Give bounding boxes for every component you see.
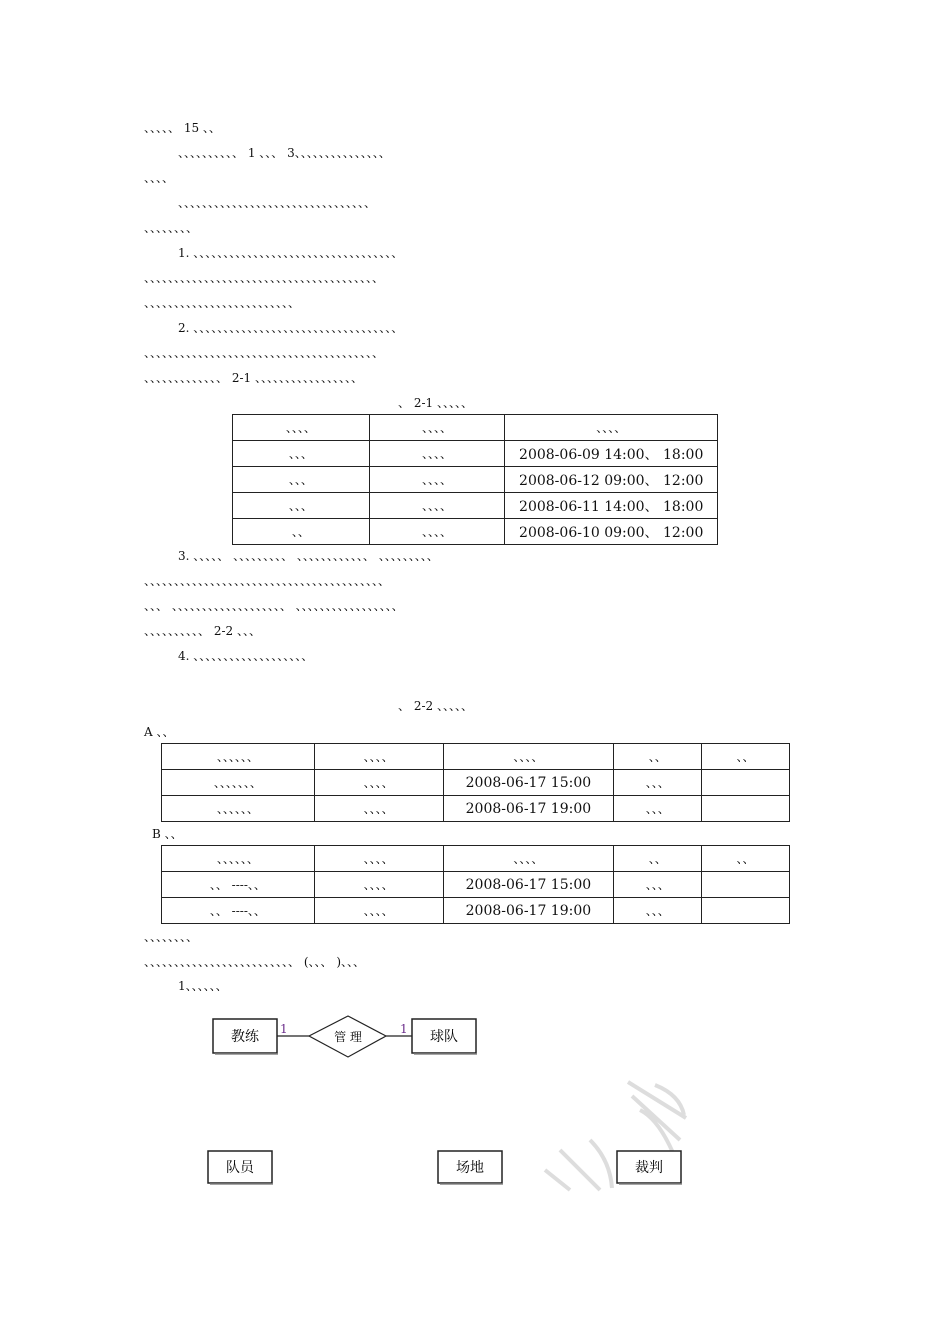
table-cell: 、、、、 bbox=[369, 519, 505, 545]
table-cell: 2008-06-09 14:00、 18:00 bbox=[505, 441, 718, 467]
table-cell: 2008-06-17 19:00 bbox=[443, 898, 614, 924]
table-cell: 、、、、 bbox=[314, 898, 443, 924]
text-line: 、、、、、、、、、、、、、、、、、、、、、、、、、、、、、、、、、、、、、、、、 bbox=[144, 574, 391, 588]
text-line: 、、、、、、、、、、 2-2 、、、 bbox=[144, 624, 261, 638]
header-cell: 、、、、 bbox=[314, 744, 443, 770]
text-line: 、、、、、、、、 bbox=[144, 221, 199, 235]
text-line: 4. 、、、、、、、、、、、、、、、、、、、 bbox=[178, 649, 314, 663]
entity-venue-label: 场地 bbox=[456, 1160, 484, 1176]
text-line: 、、、、、、、、、、、、、、、、、、、、、、、、、、、、、、、、 bbox=[178, 196, 377, 210]
header-cell: 、、 bbox=[702, 846, 790, 872]
text-line: 、、、、、 15 、、 bbox=[144, 121, 221, 135]
cardinality-right: 1 bbox=[400, 1022, 408, 1036]
table-cell: 2008-06-17 19:00 bbox=[443, 796, 614, 822]
table-cell: 、、、、 bbox=[314, 770, 443, 796]
header-cell: 、、、、 bbox=[505, 415, 718, 441]
entity-referee-label: 裁判 bbox=[635, 1160, 663, 1176]
header-cell: 、、、、 bbox=[314, 846, 443, 872]
table-cell: 、、 ----、、 bbox=[162, 872, 315, 898]
header-cell: 、、 bbox=[614, 744, 702, 770]
header-cell: 、、、、 bbox=[443, 846, 614, 872]
group-label-b: B 、、 bbox=[152, 827, 183, 841]
header-cell: 、、 bbox=[614, 846, 702, 872]
text-line: 、、、 、、、、、、、、、、、、、、、、、、、 、、、、、、、、、、、、、、、、、 bbox=[144, 599, 404, 613]
table-cell: 、、 bbox=[233, 519, 370, 545]
text-line: 、、、、、、、、、、、、、、、、、、、、、、、、、、、、、、、、、、、、、、、 bbox=[144, 346, 385, 360]
text-line: 、、、、、、、、、、、、、、、、、、、、、、、、、、、、、、、、、、、、、、、 bbox=[144, 271, 385, 285]
table-cell: 、、、、 bbox=[369, 467, 505, 493]
text-line: 、、、、、、、、 bbox=[144, 930, 199, 944]
table-cell: 、、、、、、、 bbox=[162, 770, 315, 796]
header-cell: 、、、、 bbox=[369, 415, 505, 441]
text-line: 、、、、 bbox=[144, 171, 175, 185]
text-line: 、、、、、、、、、、、、、 2-1 、、、、、、、、、、、、、、、、、 bbox=[144, 371, 363, 385]
table-caption: 、 2-1 、、、、、 bbox=[398, 396, 473, 410]
table-cell: 2008-06-11 14:00、 18:00 bbox=[505, 493, 718, 519]
group-label-a: A 、、 bbox=[144, 725, 175, 739]
header-cell: 、、、、、、 bbox=[162, 846, 315, 872]
table-cell: 、、、、 bbox=[369, 441, 505, 467]
entity-player-label: 队员 bbox=[226, 1160, 254, 1176]
text-line: 、、、、、、、、、、、、、、、、、、、、、、、、、 (、、、 )、、、 bbox=[144, 955, 365, 969]
table-cell: 2008-06-17 15:00 bbox=[443, 770, 614, 796]
cardinality-left: 1 bbox=[280, 1022, 288, 1036]
table-cell: 、、、 bbox=[614, 898, 702, 924]
table-cell: 2008-06-10 09:00、 12:00 bbox=[505, 519, 718, 545]
table-cell: 、、、、 bbox=[369, 493, 505, 519]
table-cell: 、、 ----、、 bbox=[162, 898, 315, 924]
table-cell: 、、、 bbox=[233, 467, 370, 493]
table-cell: 、、、 bbox=[233, 493, 370, 519]
table-cell: 、、、 bbox=[233, 441, 370, 467]
table-cell: 、、、、、、 bbox=[162, 796, 315, 822]
table-cell: 2008-06-12 09:00、 12:00 bbox=[505, 467, 718, 493]
text-line: 1、、、、、、 bbox=[178, 979, 228, 993]
header-cell: 、、、、 bbox=[233, 415, 370, 441]
relationship-manage-label: 管 理 bbox=[334, 1030, 362, 1044]
table-cell: 、、、、 bbox=[314, 796, 443, 822]
entity-coach-label: 教练 bbox=[231, 1029, 259, 1045]
text-line: 2. 、、、、、、、、、、、、、、、、、、、、、、、、、、、、、、、、、、 bbox=[178, 321, 404, 335]
table-caption: 、 2-2 、、、、、 bbox=[398, 699, 473, 713]
table-cell: 2008-06-17 15:00 bbox=[443, 872, 614, 898]
header-cell: 、、、、、、 bbox=[162, 744, 315, 770]
table-cell: 、、、、 bbox=[314, 872, 443, 898]
text-line: 、、、、、、、、、、 1 、、、 3、、、、、、、、、、、、、、、 bbox=[178, 146, 391, 160]
text-line: 、、、、、、、、、、、、、、、、、、、、、、、、、 bbox=[144, 296, 301, 310]
table-cell: 、、、 bbox=[614, 770, 702, 796]
table-cell: 、、、 bbox=[614, 796, 702, 822]
header-cell: 、、 bbox=[702, 744, 790, 770]
entity-team-label: 球队 bbox=[430, 1029, 458, 1045]
text-line: 3. 、、、、、 、、、、、、、、、 、、、、、、、、、、、、 、、、、、、、、、 bbox=[178, 549, 439, 563]
text-line: 1. 、、、、、、、、、、、、、、、、、、、、、、、、、、、、、、、、、、 bbox=[178, 246, 404, 260]
header-cell: 、、、、 bbox=[443, 744, 614, 770]
table-cell: 、、、 bbox=[614, 872, 702, 898]
